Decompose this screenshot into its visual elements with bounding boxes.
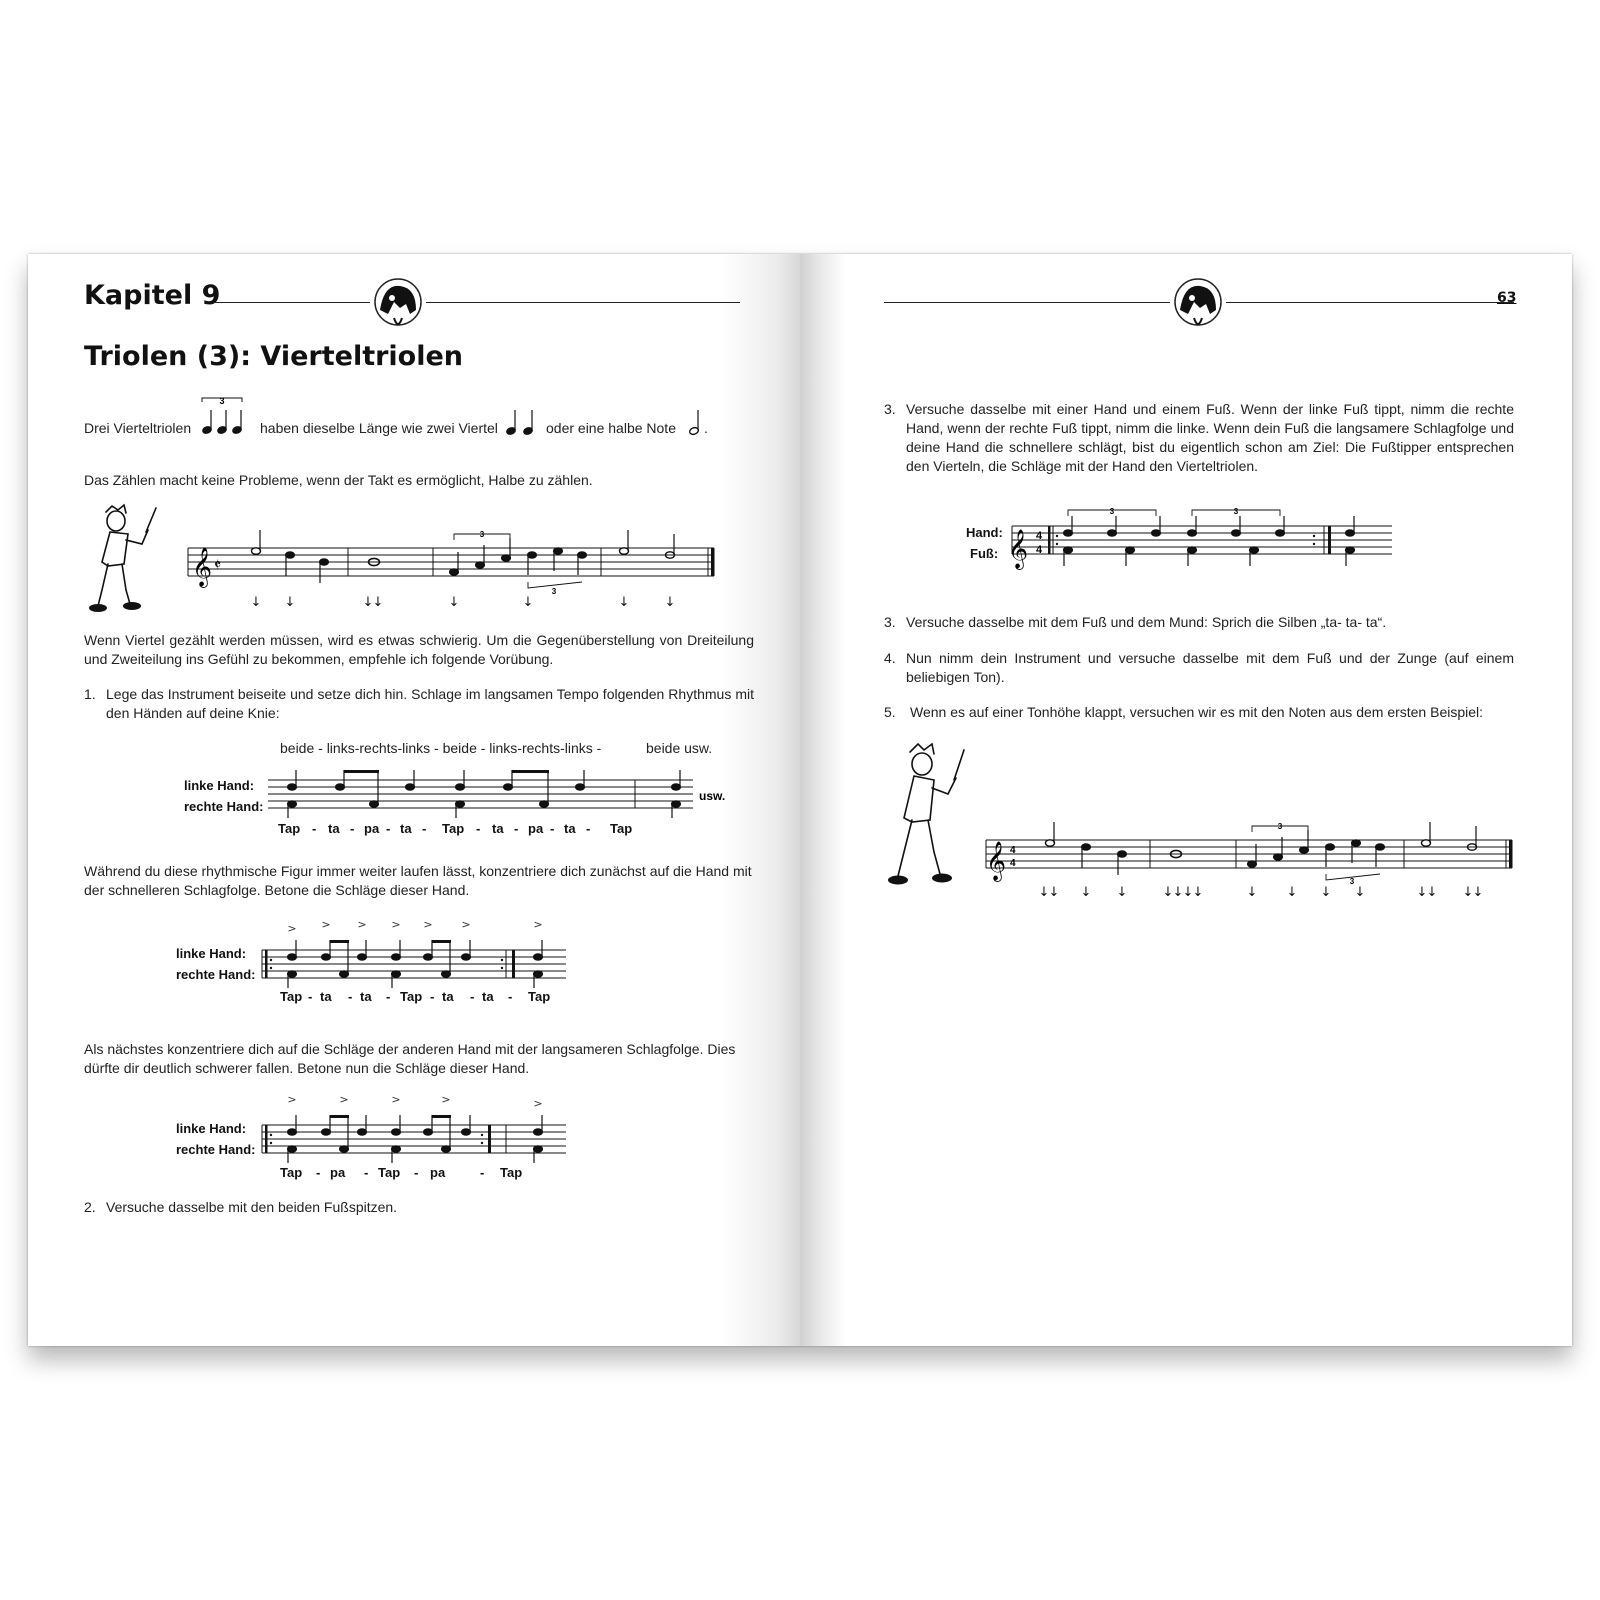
syllable: Tap <box>400 989 423 1004</box>
treble-clef-icon: 𝄞 <box>1008 529 1029 569</box>
label-right-hand-1: rechte Hand: <box>184 799 264 814</box>
syllables-row-1 <box>278 821 718 839</box>
page-number: 63 <box>1497 290 1517 306</box>
usw-label: usw. <box>699 789 726 803</box>
svg-text:↓: ↓ <box>1472 885 1484 900</box>
svg-text:>: > <box>441 1093 451 1106</box>
syllable: - <box>386 821 391 836</box>
p-schnell: Während du diese rhythmische Figur immer weiter laufen lässt, konzentriere dich zunächst auf die Hand mit der schnelleren Schlagfolge. Betone die Schläge dieser Hand. <box>84 863 752 898</box>
svg-text:↓: ↓ <box>522 595 534 610</box>
syllable: - <box>308 989 313 1004</box>
svg-text:>: > <box>321 918 331 931</box>
svg-text:3: 3 <box>551 587 557 596</box>
rhythm-staff-3 <box>262 1093 572 1165</box>
staff-example-2 <box>986 822 1516 906</box>
step1-text: Lege das Instrument beiseite und setze dich hin. Schlage im langsamen Tempo folgenden Rhythmus mit den Händen auf deine Knie: <box>106 686 754 721</box>
syllable: - <box>550 821 555 836</box>
svg-text:>: > <box>423 918 433 931</box>
step3a-text: Versuche dasselbe mit einer Hand und einem Fuß. Wenn der linke Fuß tippt, nimm die rechte Hand, wenn der rechte Fuß tippt, nimm die linke. Wenn dein Fuß die langsamere Schlagfolge und deine Hand die schnellere schlägt, bist du eigentlich schon am Ziel: Die Fußtipper entsprechen den Vierteln, die Schläge mit der Hand den Vierteltriolen. <box>906 401 1514 474</box>
svg-text:3: 3 <box>1233 507 1239 516</box>
syllable: ta <box>442 989 454 1004</box>
svg-text:↓: ↓ <box>1048 885 1060 900</box>
svg-text:>: > <box>357 918 367 931</box>
p-counting: Das Zählen macht keine Probleme, wenn der Takt es ermöglicht, Halbe zu zählen. <box>84 472 593 488</box>
svg-text:↓: ↓ <box>1426 885 1438 900</box>
tuba-player-logo-icon <box>1170 274 1226 334</box>
syllable: ta <box>360 989 372 1004</box>
treble-clef-icon: 𝄞 <box>192 547 213 587</box>
header-rule-right-r <box>1226 302 1514 303</box>
syllable: - <box>364 1165 369 1180</box>
svg-text:↓: ↓ <box>1320 885 1332 900</box>
svg-text:>: > <box>287 922 297 935</box>
label-fuss: Fuß: <box>970 546 999 561</box>
right-page <box>800 254 1572 1346</box>
label-hand: Hand: <box>966 525 1003 540</box>
intro-part3: oder eine halbe Note <box>546 420 676 436</box>
svg-text:↓: ↓ <box>1162 885 1174 900</box>
label-left-hand-2: linke Hand: <box>176 946 247 961</box>
svg-text:↓: ↓ <box>1246 885 1258 900</box>
syllable: - <box>430 989 435 1004</box>
treble-clef-icon: 𝄞 <box>986 841 1007 881</box>
conductor-figure-icon <box>886 742 968 892</box>
syllable: Tap <box>280 989 303 1004</box>
syllable: ta <box>482 989 494 1004</box>
svg-text:3: 3 <box>1349 877 1355 886</box>
intro-part1: Drei Vierteltriolen <box>84 420 192 436</box>
foot-tap-arrow-icon <box>1039 885 1484 900</box>
label-left-hand-3: linke Hand: <box>176 1121 247 1136</box>
hand-foot-staff <box>1008 498 1402 574</box>
svg-text:↓: ↓ <box>1354 885 1366 900</box>
conductor-figure-icon <box>84 504 160 616</box>
step2-number: 2. <box>84 1199 96 1215</box>
intro-part2: haben dieselbe Länge wie zwei Viertel <box>260 420 498 436</box>
syllable: ta <box>492 821 504 836</box>
syllable: ta <box>564 821 576 836</box>
svg-text:↓: ↓ <box>1416 885 1428 900</box>
rhythm-staff-2 <box>262 918 572 990</box>
svg-text:↓: ↓ <box>1192 885 1204 900</box>
intro-end: . <box>704 420 708 436</box>
svg-text:↓: ↓ <box>618 595 630 610</box>
svg-text:4: 4 <box>1010 858 1016 869</box>
beide-line: beide - links-rechts-links - beide - links-rechts-links - <box>280 740 602 756</box>
svg-text:↓: ↓ <box>1182 885 1194 900</box>
syllables-row-2 <box>280 989 580 1007</box>
svg-text:↓: ↓ <box>284 595 296 610</box>
svg-text:↓: ↓ <box>1462 885 1474 900</box>
staff-example-1 <box>188 530 754 614</box>
syllable: ta <box>400 821 412 836</box>
p-langsam: Als nächstes konzentriere dich auf die Schläge der anderen Hand mit der langsameren Schlagfolge. Dies dürfte dir deutlich schwerer fallen. Betone nun die Schläge dieser Hand. <box>84 1041 736 1076</box>
rhythm-staff-1 <box>268 770 758 820</box>
header-rule-left-r <box>884 302 1170 303</box>
syllable: Tap <box>278 821 301 836</box>
beide-end: beide usw. <box>646 740 713 756</box>
syllable: - <box>312 821 317 836</box>
syllable: - <box>348 989 353 1004</box>
syllable: - <box>508 989 513 1004</box>
syllable: Tap <box>378 1165 401 1180</box>
syllable: Tap <box>528 989 551 1004</box>
syllable: - <box>586 821 591 836</box>
step3a-number: 3. <box>884 401 896 417</box>
syllable: ta <box>328 821 340 836</box>
syllable: Tap <box>442 821 465 836</box>
label-right-hand-3: rechte Hand: <box>176 1142 256 1157</box>
svg-text:↓: ↓ <box>1286 885 1298 900</box>
syllable: - <box>386 989 391 1004</box>
svg-text:>: > <box>339 1093 349 1106</box>
svg-text:↓: ↓ <box>250 595 262 610</box>
common-time-cut-icon: 𝄵 <box>214 555 222 574</box>
svg-text:3: 3 <box>1277 822 1283 831</box>
step5-number: 5. <box>884 704 896 720</box>
syllable: - <box>470 989 475 1004</box>
svg-text:>: > <box>287 1093 297 1106</box>
svg-text:>: > <box>391 1093 401 1106</box>
syllable: pa <box>528 821 544 836</box>
syllable: - <box>480 1165 485 1180</box>
svg-text:↓: ↓ <box>372 595 384 610</box>
accent-mark-icon <box>287 918 542 935</box>
svg-text:↓: ↓ <box>664 595 676 610</box>
book-spread <box>28 254 1572 1346</box>
syllable: pa <box>364 821 380 836</box>
triplet-number: 3 <box>219 396 225 406</box>
left-page <box>28 254 800 1346</box>
step4-text: Nun nimm dein Instrument und versuche dasselbe mit dem Fuß und der Zunge (auf einem beliebigen Ton). <box>906 650 1514 685</box>
tuba-player-logo-icon <box>370 274 426 334</box>
syllable: - <box>476 821 481 836</box>
syllable: pa <box>430 1165 446 1180</box>
svg-text:↓: ↓ <box>1116 885 1128 900</box>
syllable: Tap <box>500 1165 523 1180</box>
svg-text:>: > <box>391 918 401 931</box>
svg-text:↓: ↓ <box>1080 885 1092 900</box>
svg-text:↓: ↓ <box>362 595 374 610</box>
step3b-number: 3. <box>884 614 896 630</box>
syllable: Tap <box>610 821 633 836</box>
time-sig-top: 4 <box>1036 530 1043 542</box>
p-viertel: Wenn Viertel gezählt werden müssen, wird es etwas schwierig. Um die Gegenüberstellung von Dreiteilung und Zweiteilung ins Gefühl zu bekommen, empfehle ich folgende Vorübung. <box>84 632 754 667</box>
header-rule-left <box>214 302 370 303</box>
triplet-quarters-inline <box>198 396 258 440</box>
label-right-hand-2: rechte Hand: <box>176 967 256 982</box>
step3b-text: Versuche dasselbe mit dem Fuß und dem Mund: Sprich die Silben „ta- ta- ta“. <box>906 614 1387 630</box>
svg-text:>: > <box>533 1097 543 1110</box>
svg-text:4: 4 <box>1010 845 1016 856</box>
step4-number: 4. <box>884 650 896 666</box>
step2-text: Versuche dasselbe mit den beiden Fußspitzen. <box>106 1199 398 1215</box>
chapter-heading: Kapitel 9 <box>84 280 221 311</box>
svg-text:3: 3 <box>479 530 485 539</box>
header-rule-right <box>426 302 740 303</box>
syllables-row-3 <box>280 1165 580 1183</box>
syllable: - <box>316 1165 321 1180</box>
svg-text:>: > <box>461 918 471 931</box>
step5-text: Wenn es auf einer Tonhöhe klappt, versuchen wir es mit den Noten aus dem ersten Beispiel: <box>910 704 1484 720</box>
syllable: ta <box>320 989 332 1004</box>
syllable: - <box>414 1165 419 1180</box>
label-left-hand-1: linke Hand: <box>184 778 255 793</box>
syllable: - <box>514 821 519 836</box>
svg-text:>: > <box>533 918 543 931</box>
step1-number: 1. <box>84 686 96 702</box>
section-title: Triolen (3): Vierteltriolen <box>84 341 464 372</box>
svg-text:3: 3 <box>1109 507 1115 516</box>
syllable: - <box>422 821 427 836</box>
time-sig-bottom: 4 <box>1036 544 1043 556</box>
svg-text:↓: ↓ <box>1172 885 1184 900</box>
svg-text:↓: ↓ <box>448 595 460 610</box>
foot-tap-arrow-icon <box>251 595 676 610</box>
accent-mark-icon <box>287 1093 542 1110</box>
syllable: Tap <box>280 1165 303 1180</box>
two-quarters-inline <box>504 404 544 440</box>
syllable: - <box>350 821 355 836</box>
syllable: pa <box>330 1165 346 1180</box>
svg-text:↓: ↓ <box>1038 885 1050 900</box>
